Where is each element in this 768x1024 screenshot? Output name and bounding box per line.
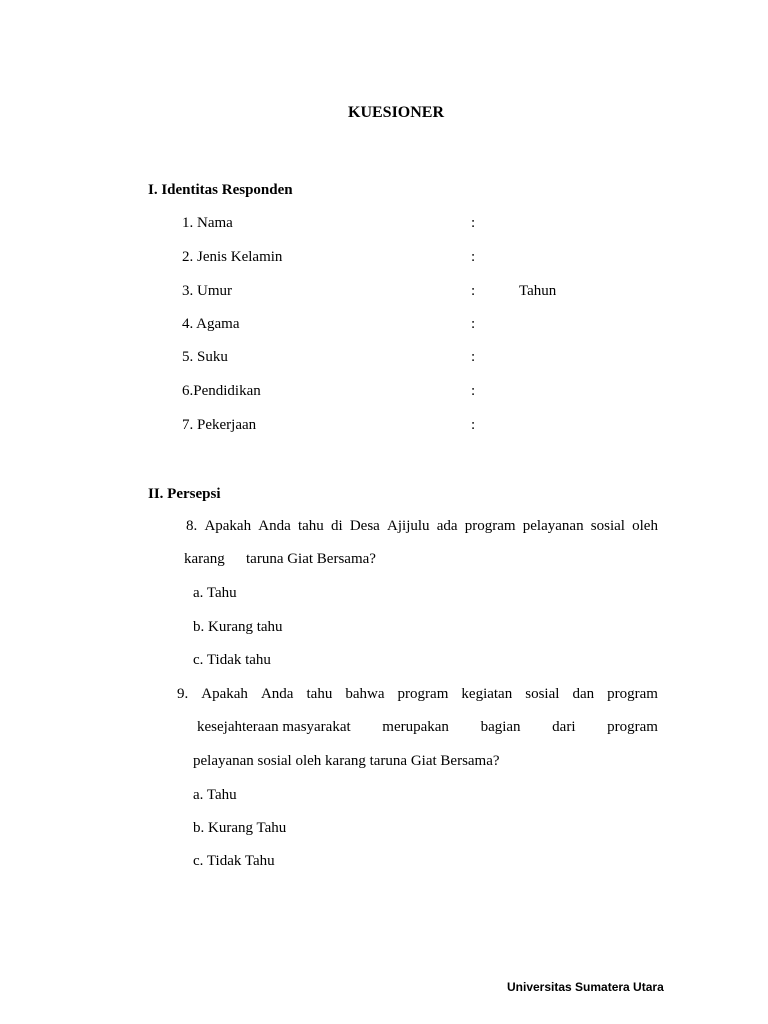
question-word: ada (436, 518, 458, 534)
question-word: tahu (306, 686, 333, 702)
question-word: Anda (258, 518, 291, 534)
question-word: Ajijulu (387, 518, 430, 534)
field-label-suku: 5. Suku (182, 349, 228, 365)
field-colon: : (471, 215, 476, 231)
field-label-jenis-kelamin: 2. Jenis Kelamin (182, 249, 283, 265)
question-text-segment: pelayanan sosial oleh karang taruna Giat Bersama? (193, 753, 500, 769)
question-text-segment: taruna Giat Bersama? (246, 551, 376, 567)
field-label-pekerjaan: 7. Pekerjaan (182, 417, 257, 433)
question-word: Apakah (201, 686, 248, 702)
field-colon: : (471, 349, 476, 365)
field-label-nama: 1. Nama (182, 215, 233, 231)
field-label-agama: 4. Agama (182, 316, 240, 332)
question-word: Desa (349, 518, 380, 534)
question-word: dan (572, 686, 595, 702)
field-colon: : (471, 249, 476, 265)
question-word: program (397, 686, 449, 702)
question-word: Anda (260, 686, 294, 702)
question-word: 8. (186, 518, 198, 534)
question-word: program (607, 719, 658, 735)
question-word: program (607, 686, 658, 702)
question-word: Apakah (204, 518, 252, 534)
question-word: bahwa (345, 686, 385, 702)
field-colon: : (471, 417, 476, 433)
question-text-line (186, 517, 658, 535)
option-a: a. Tahu (193, 585, 237, 601)
section-heading-identity: I. Identitas Responden (148, 182, 293, 198)
option-b: b. Kurang tahu (193, 619, 283, 635)
field-colon: : (471, 316, 476, 332)
footer-university: Universitas Sumatera Utara (507, 980, 664, 994)
question-word: tahu (297, 518, 324, 534)
question-word: kegiatan (461, 686, 513, 702)
question-word: di (330, 518, 343, 534)
option-b: b. Kurang Tahu (193, 820, 287, 836)
field-label-pendidikan: 6.Pendidikan (182, 383, 261, 399)
field-suffix-tahun: Tahun (519, 283, 557, 299)
option-c: c. Tidak tahu (193, 652, 271, 668)
question-word: 9. (177, 686, 189, 702)
question-text-line (197, 718, 658, 736)
question-word: sosial (525, 686, 560, 702)
option-c: c. Tidak Tahu (193, 853, 275, 869)
question-text-segment: karang (184, 551, 225, 567)
question-word: sosial (590, 518, 625, 534)
field-colon: : (471, 283, 476, 299)
question-text-line (177, 685, 658, 703)
page-title: KUESIONER (348, 104, 445, 121)
question-word: kesejahteraan masyarakat (197, 719, 351, 735)
question-word: merupakan (382, 719, 449, 735)
question-word: bagian (480, 719, 521, 735)
question-word: oleh (632, 518, 658, 534)
option-a: a. Tahu (193, 787, 237, 803)
field-label-umur: 3. Umur (182, 283, 232, 299)
field-colon: : (471, 383, 476, 399)
section-heading-persepsi: II. Persepsi (148, 486, 221, 502)
question-word: pelayanan (522, 518, 584, 534)
question-word: dari (552, 719, 576, 735)
question-word: program (464, 518, 516, 534)
